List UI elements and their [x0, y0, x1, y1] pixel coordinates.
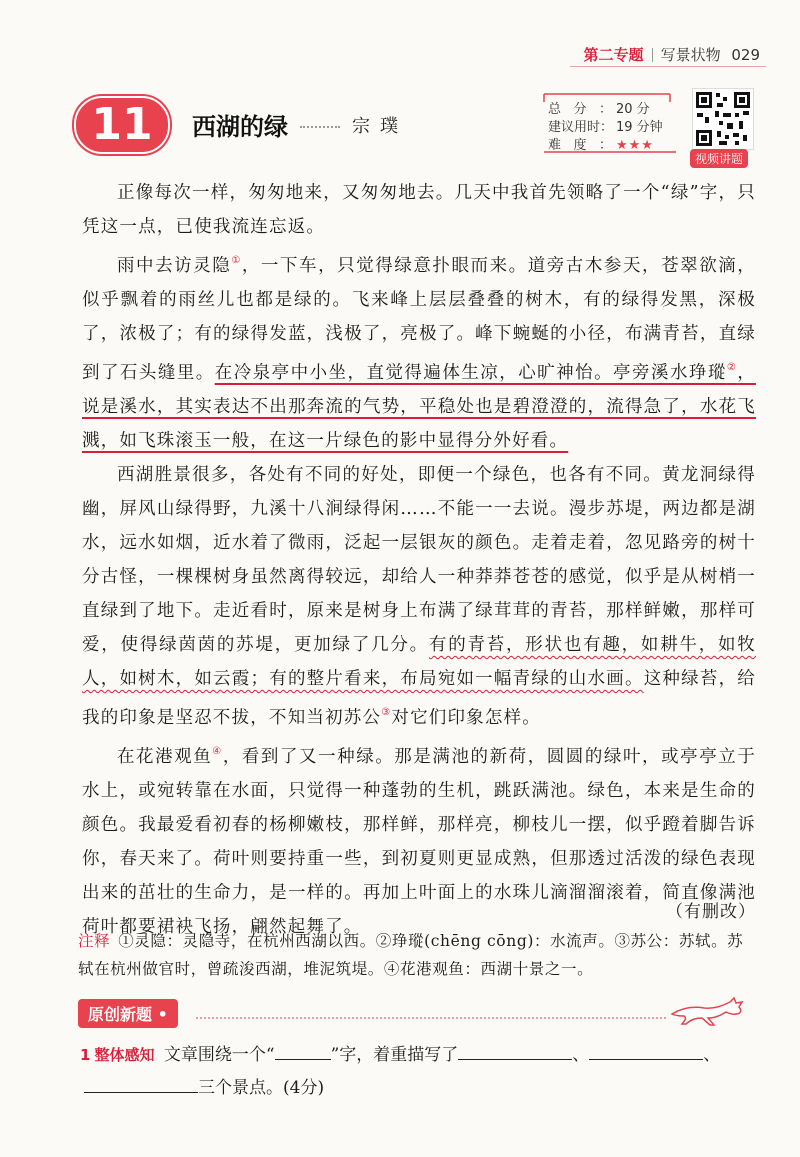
footnote-mark-3: ③ [381, 707, 392, 718]
annotations-label: 注释 [78, 932, 111, 950]
question-1-line-1: 1 整体感知 文章围绕一个“ ”字，着重描写了 、 、 [80, 1045, 721, 1065]
section-name: 第二专题 [583, 46, 644, 64]
header-rule [570, 66, 766, 67]
paragraph-2: 雨中去访灵隐①，一下车，只觉得绿意扑眼而来。道旁古木参天，苍翠欲滴，似乎飘着的雨丝儿也都是绿的。飞来峰上层层叠叠的树木，有的绿得发黑，深极了，浓极了；有的绿得发蓝，浅极了，亮极了。峰下蜿蜒的小径，布满青苔，直绿到了石头缝里。在冷泉亭中小坐，直觉得遍体生凉，心旷神怡。亭旁溪水琤瑽②，说是溪水，其实表达不出那奔流的气势，平稳处也是碧澄澄的，流得急了，水花飞溅，如飞珠滚玉一般，在这一片绿色的影中显得分外好看。 [82, 255, 757, 451]
article-body [82, 176, 756, 944]
answer-blank-1[interactable] [275, 1059, 331, 1060]
paragraph-3: 西湖胜景很多，各处有不同的好处，即便一个绿色，也各有不同。黄龙洞绿得幽，屏风山绿得野，九溪十八涧绿得闲……不能一一去说。漫步苏堤，两边都是湖水，远水如烟，近水着了微雨，泛起一层银灰的颜色。走着走着，忽见路旁的树十分古怪，一棵棵树身虽然离得较远，却给人一种莽莽苍苍的感觉，似乎是从树梢一直绿到了地下。走近看时，原来是树身上布满了绿茸茸的青苔，那样鲜嫩，那样可爱，使得绿茵茵的苏堤，更加绿了几分。有的青苔，形状也有趣，如耕牛，如牧人，如树木，如云霞；有的整片看来，布局宛如一幅青绿的山水画。这种绿苔，给我的印象是坚忍不拔，不知当初苏公③对它们印象怎样。 [82, 465, 757, 728]
paragraph-4: 在花港观鱼④，看到了又一种绿。那是满池的新荷，圆圆的绿叶，或亭亭立于水上，或宛转靠在水面，只觉得一种蓬勃的生机，跳跃满池。绿色，本来是生命的颜色。我最爱看初春的杨柳嫩枝，那样鲜，那样亮，柳枝儿一摆，似乎蹬着脚告诉你，春天来了。荷叶则要持重一些，到初夏则更显成熟，但那透过活泼的绿色表现出来的茁壮的生命力，是一样的。再加上叶面上的水珠儿滴溜溜滚着，简直像满池荷叶都要裙袂飞扬，翩然起舞了。 [82, 746, 756, 937]
meta-difficulty: 难度： ★★★ [548, 138, 654, 153]
running-header [584, 44, 760, 65]
lesson-title: 西湖的绿 [192, 113, 288, 141]
meta-total: 总分： 20 分 [548, 102, 650, 117]
page-number: 029 [731, 46, 760, 64]
source-note: （有删改） [666, 902, 756, 922]
annotations-text: ①灵隐：灵隐寺，在杭州西湖以西。②琤瑽(chēng cōng)：水流声。③苏公：苏轼。苏轼在杭州做官时，曾疏浚西湖，堆泥筑堤。④花港观鱼：西湖十景之一。 [78, 932, 744, 978]
wavy-underlined-passage: 有的青苔，形状也有趣，如耕牛，如牧人，如树木，如云霞；有的整片看来，布局宛如一幅青绿的山水画。 [82, 635, 756, 689]
lesson-author: 宗璞 [352, 116, 408, 137]
answer-blank-4[interactable] [84, 1092, 198, 1093]
running-cat-icon [668, 994, 748, 1028]
qr-code-icon[interactable] [692, 88, 754, 150]
meta-time: 建议用时： 19 分钟 [548, 120, 663, 135]
video-lecture-label[interactable]: 视频讲题 [690, 149, 748, 168]
banner-dotted-line [196, 1017, 666, 1019]
underlined-passage: 在冷泉亭中小坐，直觉得遍体生凉，心旷神怡。亭旁溪水琤瑽②，说是溪水，其实表达不出那奔流的气势，平稳处也是碧澄澄的，流得急了，水花飞溅，如飞珠滚玉一般，在这一片绿色的影中显得分外好看。 [82, 362, 756, 451]
section-banner: 原创新题 • [78, 999, 178, 1028]
difficulty-stars: ★★★ [616, 138, 654, 153]
footnote-mark-2: ② [726, 362, 738, 373]
question-tag: 整体感知 [94, 1046, 155, 1064]
annotations [78, 927, 758, 983]
question-1-line-2: 三个景点。(4分) [84, 1073, 324, 1098]
footnote-mark-4: ④ [212, 746, 223, 757]
header-divider [652, 48, 653, 62]
title-dotted-leader [300, 126, 340, 128]
answer-blank-3[interactable] [589, 1059, 703, 1060]
answer-blank-2[interactable] [458, 1059, 572, 1060]
footnote-mark-1: ① [231, 255, 242, 266]
paragraph-1: 正像每次一样，匆匆地来，又匆匆地去。几天中我首先领略了一个“绿”字，只凭这一点，已使我流连忘返。 [82, 183, 756, 237]
question-number: 1 [80, 1046, 91, 1064]
topic-name: 写景状物 [660, 46, 721, 64]
lesson-number-badge: 11 [74, 96, 170, 154]
